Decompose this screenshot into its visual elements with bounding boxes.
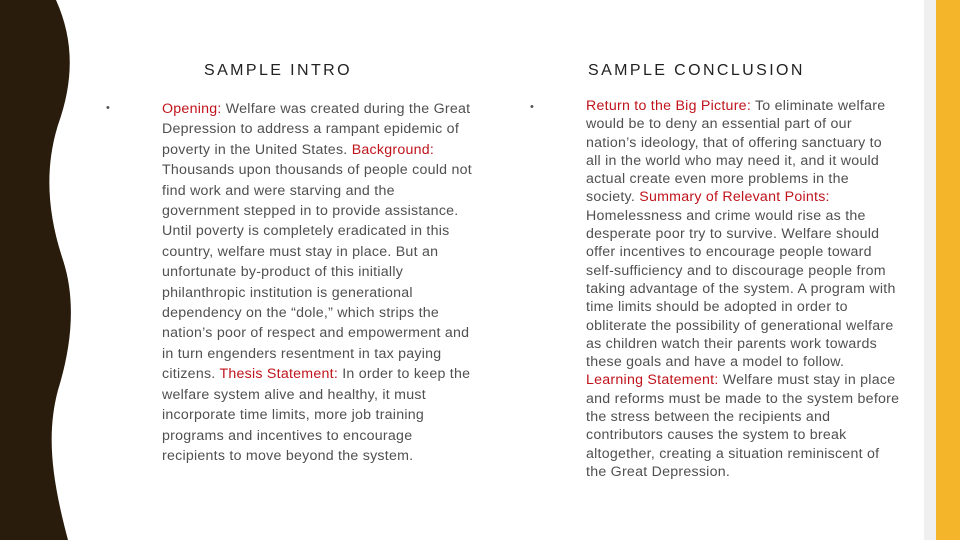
opening-text: Welfare was created during the Great Depression to address a rampant epidemic of poverty in the United States.	[162, 101, 471, 158]
right-gray-strip	[924, 0, 936, 540]
learning-text: Welfare must stay in place and reforms must be made to the system before the stress between the recipients and contributors causes the system to break altogether, creating a situation reminiscent of the Great Depression.	[586, 372, 900, 480]
thesis-text: In order to keep the welfare system alive and healthy, it must incorporate time limits, more job training programs and incentives to encourage recipients to move beyond the system.	[162, 366, 471, 464]
right-accent-band	[936, 0, 960, 540]
return-label: Return to the Big Picture:	[586, 98, 752, 114]
learning-label: Learning Statement:	[586, 372, 719, 389]
conclusion-heading: SAMPLE CONCLUSION	[588, 62, 805, 79]
conclusion-paragraph	[548, 97, 900, 481]
intro-bullet: •	[106, 102, 110, 114]
intro-heading: SAMPLE INTRO	[204, 62, 352, 79]
left-decorative-band	[0, 0, 80, 540]
conclusion-bullet: •	[530, 101, 534, 113]
return-text: To eliminate welfare would be to deny an essential part of our nation’s ideology, that of offering sanctuary to all in the world who may need it, and it would actual create even more problems in the society.	[586, 98, 886, 206]
intro-paragraph	[124, 99, 472, 466]
background-text: Thousands upon thousands of people could not find work and were starving and the government stepped in to provide assistance. Until poverty is completely eradicated in this country, welfare must stay in place. But an unfortunate by-product of this initially philanthropic institution is generational dependency on the “dole,” which strips the nation’s poor of respect and empowerment and in turn engenders resentment in tax paying citizens.	[162, 162, 472, 383]
summary-text: Homelessness and crime would rise as the desperate poor try to survive. Welfare should offer incentives to encourage people toward self-sufficiency and to discourage people from taking advantage of the system. A program with time limits should be adopted in order to obliterate the possibility of generational welfare as children watch their parents work towards these goals and have a model to follow.	[586, 207, 896, 371]
background-label: Background:	[351, 141, 435, 158]
thesis-label: Thesis Statement:	[219, 366, 339, 383]
opening-label: Opening:	[162, 101, 222, 117]
summary-label: Summary of Relevant Points:	[639, 189, 830, 206]
